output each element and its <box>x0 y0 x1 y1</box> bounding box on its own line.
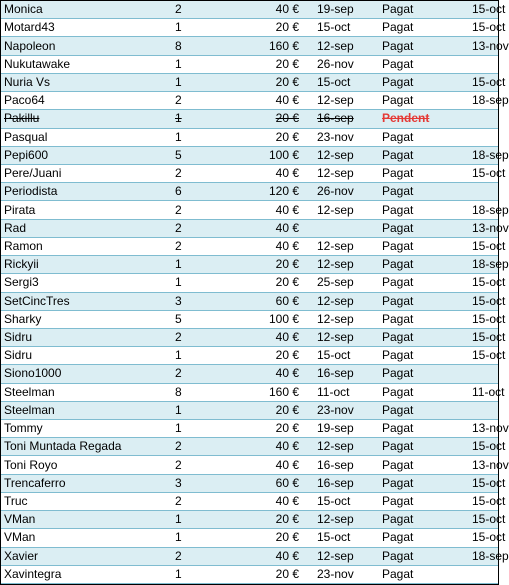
cell-quantity[interactable]: 1 <box>171 347 221 365</box>
cell-quantity[interactable]: 2 <box>171 547 221 565</box>
cell-quantity[interactable]: 5 <box>171 146 221 164</box>
cell-date[interactable]: 12-sep <box>305 164 372 182</box>
cell-quantity[interactable]: 1 <box>171 274 221 292</box>
table-row <box>1 146 498 164</box>
cell-amount[interactable]: 40 € <box>221 1 305 19</box>
payments-table <box>1 1 509 584</box>
cell-status[interactable]: Pagat <box>372 183 428 201</box>
cell-date[interactable]: 26-nov <box>305 55 372 73</box>
cell-date[interactable]: 23-nov <box>305 128 372 146</box>
cell-amount[interactable]: 40 € <box>221 201 305 219</box>
cell-status[interactable]: Pagat <box>372 92 428 110</box>
table-row <box>1 201 498 219</box>
cell-name[interactable]: Ramon <box>1 237 171 255</box>
cell-quantity[interactable]: 2 <box>171 438 221 456</box>
cell-name[interactable]: Pepi600 <box>1 146 171 164</box>
cell-amount[interactable]: 20 € <box>221 565 305 583</box>
cell-date[interactable]: 23-nov <box>305 565 372 583</box>
table-row <box>1 365 498 383</box>
cell-status[interactable]: Pagat <box>372 19 428 37</box>
cell-name[interactable]: Sergi3 <box>1 274 171 292</box>
cell-paid-date[interactable] <box>428 183 498 201</box>
cell-paid-date[interactable]: 15-oct <box>428 492 498 510</box>
cell-status[interactable]: Pagat <box>372 146 428 164</box>
cell-date[interactable]: 12-sep <box>305 511 372 529</box>
cell-date[interactable]: 12-sep <box>305 201 372 219</box>
cell-date[interactable]: 12-sep <box>305 438 372 456</box>
cell-status[interactable]: Pagat <box>372 565 428 583</box>
cell-status[interactable]: Pagat <box>372 256 428 274</box>
cell-date[interactable]: 12-sep <box>305 292 372 310</box>
cell-status[interactable]: Pagat <box>372 274 428 292</box>
cell-name[interactable]: Sidru <box>1 347 171 365</box>
cell-status[interactable]: Pagat <box>372 128 428 146</box>
table-row <box>1 474 498 492</box>
table-row <box>1 92 498 110</box>
cell-amount[interactable]: 20 € <box>221 347 305 365</box>
cell-quantity[interactable]: 1 <box>171 110 221 128</box>
cell-amount[interactable]: 40 € <box>221 365 305 383</box>
cell-paid-date[interactable]: 15-oct <box>428 328 498 346</box>
cell-paid-date[interactable]: 11-oct <box>428 383 498 401</box>
cell-amount[interactable]: 40 € <box>221 328 305 346</box>
cell-name[interactable]: Periodista <box>1 183 171 201</box>
cell-status[interactable]: Pagat <box>372 73 428 91</box>
cell-name[interactable]: Nukutawake <box>1 55 171 73</box>
cell-name[interactable]: Napoleon <box>1 37 171 55</box>
table-row <box>1 383 498 401</box>
cell-amount[interactable]: 40 € <box>221 237 305 255</box>
cell-status[interactable]: Pagat <box>372 474 428 492</box>
cell-paid-date[interactable]: 15-oct <box>428 310 498 328</box>
cell-status[interactable]: Pagat <box>372 401 428 419</box>
cell-status[interactable]: Pagat <box>372 365 428 383</box>
cell-status[interactable]: Pendent <box>372 110 428 128</box>
cell-amount[interactable]: 40 € <box>221 492 305 510</box>
cell-quantity[interactable]: 1 <box>171 55 221 73</box>
cell-date[interactable]: 15-oct <box>305 19 372 37</box>
cell-paid-date[interactable]: 18-sep <box>428 92 498 110</box>
table-row <box>1 237 498 255</box>
cell-name[interactable]: VMan <box>1 529 171 547</box>
cell-status[interactable]: Pagat <box>372 492 428 510</box>
cell-name[interactable]: Tommy <box>1 420 171 438</box>
cell-status[interactable]: Pagat <box>372 1 428 19</box>
cell-paid-date[interactable]: 15-oct <box>428 237 498 255</box>
cell-name[interactable]: Steelman <box>1 383 171 401</box>
cell-quantity[interactable]: 8 <box>171 383 221 401</box>
cell-status[interactable]: Pagat <box>372 547 428 565</box>
cell-status[interactable]: Pagat <box>372 201 428 219</box>
cell-paid-date[interactable]: 15-oct <box>428 1 498 19</box>
cell-amount[interactable]: 60 € <box>221 292 305 310</box>
cell-date[interactable]: 23-nov <box>305 401 372 419</box>
table-row <box>1 128 498 146</box>
table-row <box>1 55 498 73</box>
cell-status[interactable]: Pagat <box>372 237 428 255</box>
table-row <box>1 19 498 37</box>
cell-name[interactable]: Sharky <box>1 310 171 328</box>
cell-status[interactable]: Pagat <box>372 347 428 365</box>
cell-quantity[interactable]: 2 <box>171 219 221 237</box>
cell-status[interactable]: Pagat <box>372 383 428 401</box>
cell-date[interactable]: 12-sep <box>305 146 372 164</box>
cell-date[interactable]: 12-sep <box>305 328 372 346</box>
table-row <box>1 511 498 529</box>
cell-paid-date[interactable]: 15-oct <box>428 511 498 529</box>
cell-quantity[interactable]: 2 <box>171 456 221 474</box>
cell-amount[interactable]: 20 € <box>221 511 305 529</box>
cell-date[interactable]: 15-oct <box>305 347 372 365</box>
cell-quantity[interactable]: 1 <box>171 73 221 91</box>
cell-quantity[interactable]: 1 <box>171 420 221 438</box>
cell-name[interactable]: Toni Muntada Regada <box>1 438 171 456</box>
cell-paid-date[interactable]: 13-nov <box>428 456 498 474</box>
cell-quantity[interactable]: 5 <box>171 310 221 328</box>
table-row <box>1 456 498 474</box>
cell-name[interactable]: Steelman <box>1 401 171 419</box>
table-row <box>1 256 498 274</box>
table-row <box>1 401 498 419</box>
cell-name[interactable]: Trencaferro <box>1 474 171 492</box>
cell-quantity[interactable]: 1 <box>171 256 221 274</box>
cell-name[interactable]: Paco64 <box>1 92 171 110</box>
table-row <box>1 565 498 583</box>
cell-quantity[interactable]: 2 <box>171 164 221 182</box>
cell-date[interactable]: 19-sep <box>305 1 372 19</box>
cell-paid-date[interactable]: 15-oct <box>428 347 498 365</box>
table-row <box>1 73 498 91</box>
cell-amount[interactable]: 120 € <box>221 183 305 201</box>
cell-quantity[interactable]: 2 <box>171 92 221 110</box>
cell-quantity[interactable]: 2 <box>171 201 221 219</box>
cell-date[interactable]: 12-sep <box>305 37 372 55</box>
cell-date[interactable]: 12-sep <box>305 310 372 328</box>
cell-date[interactable] <box>305 219 372 237</box>
cell-paid-date[interactable] <box>428 365 498 383</box>
cell-paid-date[interactable] <box>428 55 498 73</box>
table-row <box>1 310 498 328</box>
cell-quantity[interactable]: 2 <box>171 492 221 510</box>
cell-paid-date[interactable]: 15-oct <box>428 73 498 91</box>
table-row <box>1 438 498 456</box>
table-row <box>1 274 498 292</box>
cell-paid-date[interactable] <box>428 128 498 146</box>
cell-quantity[interactable]: 1 <box>171 128 221 146</box>
cell-paid-date[interactable]: 13-nov <box>428 420 498 438</box>
cell-amount[interactable]: 20 € <box>221 128 305 146</box>
cell-quantity[interactable]: 1 <box>171 401 221 419</box>
cell-paid-date[interactable]: 15-oct <box>428 474 498 492</box>
cell-amount[interactable]: 160 € <box>221 37 305 55</box>
cell-quantity[interactable]: 8 <box>171 37 221 55</box>
cell-date[interactable]: 11-oct <box>305 383 372 401</box>
cell-paid-date[interactable] <box>428 110 498 128</box>
cell-amount[interactable]: 20 € <box>221 529 305 547</box>
cell-status[interactable]: Pagat <box>372 219 428 237</box>
cell-quantity[interactable]: 3 <box>171 474 221 492</box>
cell-paid-date[interactable]: 18-sep <box>428 146 498 164</box>
cell-quantity[interactable]: 1 <box>171 565 221 583</box>
cell-name[interactable]: Rickyii <box>1 256 171 274</box>
cell-quantity[interactable]: 1 <box>171 529 221 547</box>
cell-paid-date[interactable]: 15-oct <box>428 164 498 182</box>
cell-status[interactable]: Pagat <box>372 420 428 438</box>
table-row <box>1 292 498 310</box>
cell-name[interactable]: SetCincTres <box>1 292 171 310</box>
cell-amount[interactable]: 100 € <box>221 146 305 164</box>
cell-amount[interactable]: 40 € <box>221 438 305 456</box>
cell-name[interactable]: Toni Royo <box>1 456 171 474</box>
cell-amount[interactable]: 40 € <box>221 456 305 474</box>
cell-name[interactable]: Monica <box>1 1 171 19</box>
cell-date[interactable]: 19-sep <box>305 420 372 438</box>
table-row <box>1 328 498 346</box>
cell-amount[interactable]: 60 € <box>221 474 305 492</box>
cell-paid-date[interactable]: 13-nov <box>428 37 498 55</box>
cell-name[interactable]: Rad <box>1 219 171 237</box>
cell-date[interactable]: 12-sep <box>305 547 372 565</box>
table-row <box>1 529 498 547</box>
cell-paid-date[interactable]: 15-oct <box>428 529 498 547</box>
table-row <box>1 110 498 128</box>
cell-paid-date[interactable] <box>428 401 498 419</box>
cell-name[interactable]: Xavintegra <box>1 565 171 583</box>
table-row <box>1 420 498 438</box>
cell-date[interactable]: 15-oct <box>305 529 372 547</box>
cell-amount[interactable]: 40 € <box>221 164 305 182</box>
cell-paid-date[interactable]: 15-oct <box>428 292 498 310</box>
cell-quantity[interactable]: 1 <box>171 511 221 529</box>
cell-date[interactable]: 12-sep <box>305 92 372 110</box>
table-row <box>1 219 498 237</box>
cell-paid-date[interactable]: 18-sep <box>428 547 498 565</box>
cell-amount[interactable]: 20 € <box>221 274 305 292</box>
table-row <box>1 547 498 565</box>
cell-amount[interactable]: 40 € <box>221 219 305 237</box>
cell-amount[interactable]: 20 € <box>221 110 305 128</box>
cell-paid-date[interactable]: 15-oct <box>428 274 498 292</box>
cell-status[interactable]: Pagat <box>372 37 428 55</box>
cell-quantity[interactable]: 2 <box>171 237 221 255</box>
cell-amount[interactable]: 20 € <box>221 420 305 438</box>
cell-name[interactable]: Nuria Vs <box>1 73 171 91</box>
cell-amount[interactable]: 40 € <box>221 547 305 565</box>
table-row <box>1 492 498 510</box>
cell-name[interactable]: Xavier <box>1 547 171 565</box>
cell-name[interactable]: Pirata <box>1 201 171 219</box>
cell-status[interactable]: Pagat <box>372 292 428 310</box>
cell-quantity[interactable]: 3 <box>171 292 221 310</box>
cell-paid-date[interactable]: 13-nov <box>428 219 498 237</box>
cell-amount[interactable]: 20 € <box>221 73 305 91</box>
cell-status[interactable]: Pagat <box>372 328 428 346</box>
cell-date[interactable]: 25-sep <box>305 274 372 292</box>
cell-status[interactable]: Pagat <box>372 438 428 456</box>
cell-paid-date[interactable]: 18-sep <box>428 201 498 219</box>
table-body <box>1 1 509 584</box>
cell-quantity[interactable]: 2 <box>171 328 221 346</box>
cell-name[interactable]: Sidru <box>1 328 171 346</box>
cell-date[interactable]: 16-sep <box>305 110 372 128</box>
cell-status[interactable]: Pagat <box>372 310 428 328</box>
cell-date[interactable]: 26-nov <box>305 183 372 201</box>
table-row <box>1 164 498 182</box>
table-row <box>1 183 498 201</box>
cell-amount[interactable]: 100 € <box>221 310 305 328</box>
cell-name[interactable]: Truc <box>1 492 171 510</box>
cell-date[interactable]: 12-sep <box>305 256 372 274</box>
cell-status[interactable]: Pagat <box>372 529 428 547</box>
cell-amount[interactable]: 40 € <box>221 92 305 110</box>
cell-status[interactable]: Pagat <box>372 511 428 529</box>
cell-amount[interactable]: 20 € <box>221 401 305 419</box>
cell-quantity[interactable]: 1 <box>171 19 221 37</box>
cell-date[interactable]: 16-sep <box>305 365 372 383</box>
cell-amount[interactable]: 160 € <box>221 383 305 401</box>
cell-quantity[interactable]: 2 <box>171 1 221 19</box>
cell-paid-date[interactable]: 15-oct <box>428 19 498 37</box>
cell-amount[interactable]: 20 € <box>221 19 305 37</box>
cell-date[interactable]: 15-oct <box>305 73 372 91</box>
cell-name[interactable]: Pakillu <box>1 110 171 128</box>
cell-paid-date[interactable] <box>428 565 498 583</box>
cell-quantity[interactable]: 6 <box>171 183 221 201</box>
cell-name[interactable]: VMan <box>1 511 171 529</box>
table-row <box>1 1 498 19</box>
cell-date[interactable]: 12-sep <box>305 237 372 255</box>
cell-date[interactable]: 15-oct <box>305 492 372 510</box>
cell-name[interactable]: Pasqual <box>1 128 171 146</box>
cell-name[interactable]: Motard43 <box>1 19 171 37</box>
cell-paid-date[interactable]: 18-sep <box>428 256 498 274</box>
cell-quantity[interactable]: 2 <box>171 365 221 383</box>
cell-name[interactable]: Pere/Juani <box>1 164 171 182</box>
cell-amount[interactable]: 20 € <box>221 55 305 73</box>
cell-status[interactable]: Pagat <box>372 164 428 182</box>
table-row <box>1 37 498 55</box>
cell-amount[interactable]: 20 € <box>221 256 305 274</box>
cell-status[interactable]: Pagat <box>372 55 428 73</box>
cell-paid-date[interactable]: 15-oct <box>428 438 498 456</box>
cell-date[interactable]: 16-sep <box>305 474 372 492</box>
cell-status[interactable]: Pagat <box>372 456 428 474</box>
cell-date[interactable]: 16-sep <box>305 456 372 474</box>
cell-name[interactable]: Siono1000 <box>1 365 171 383</box>
table-row <box>1 347 498 365</box>
